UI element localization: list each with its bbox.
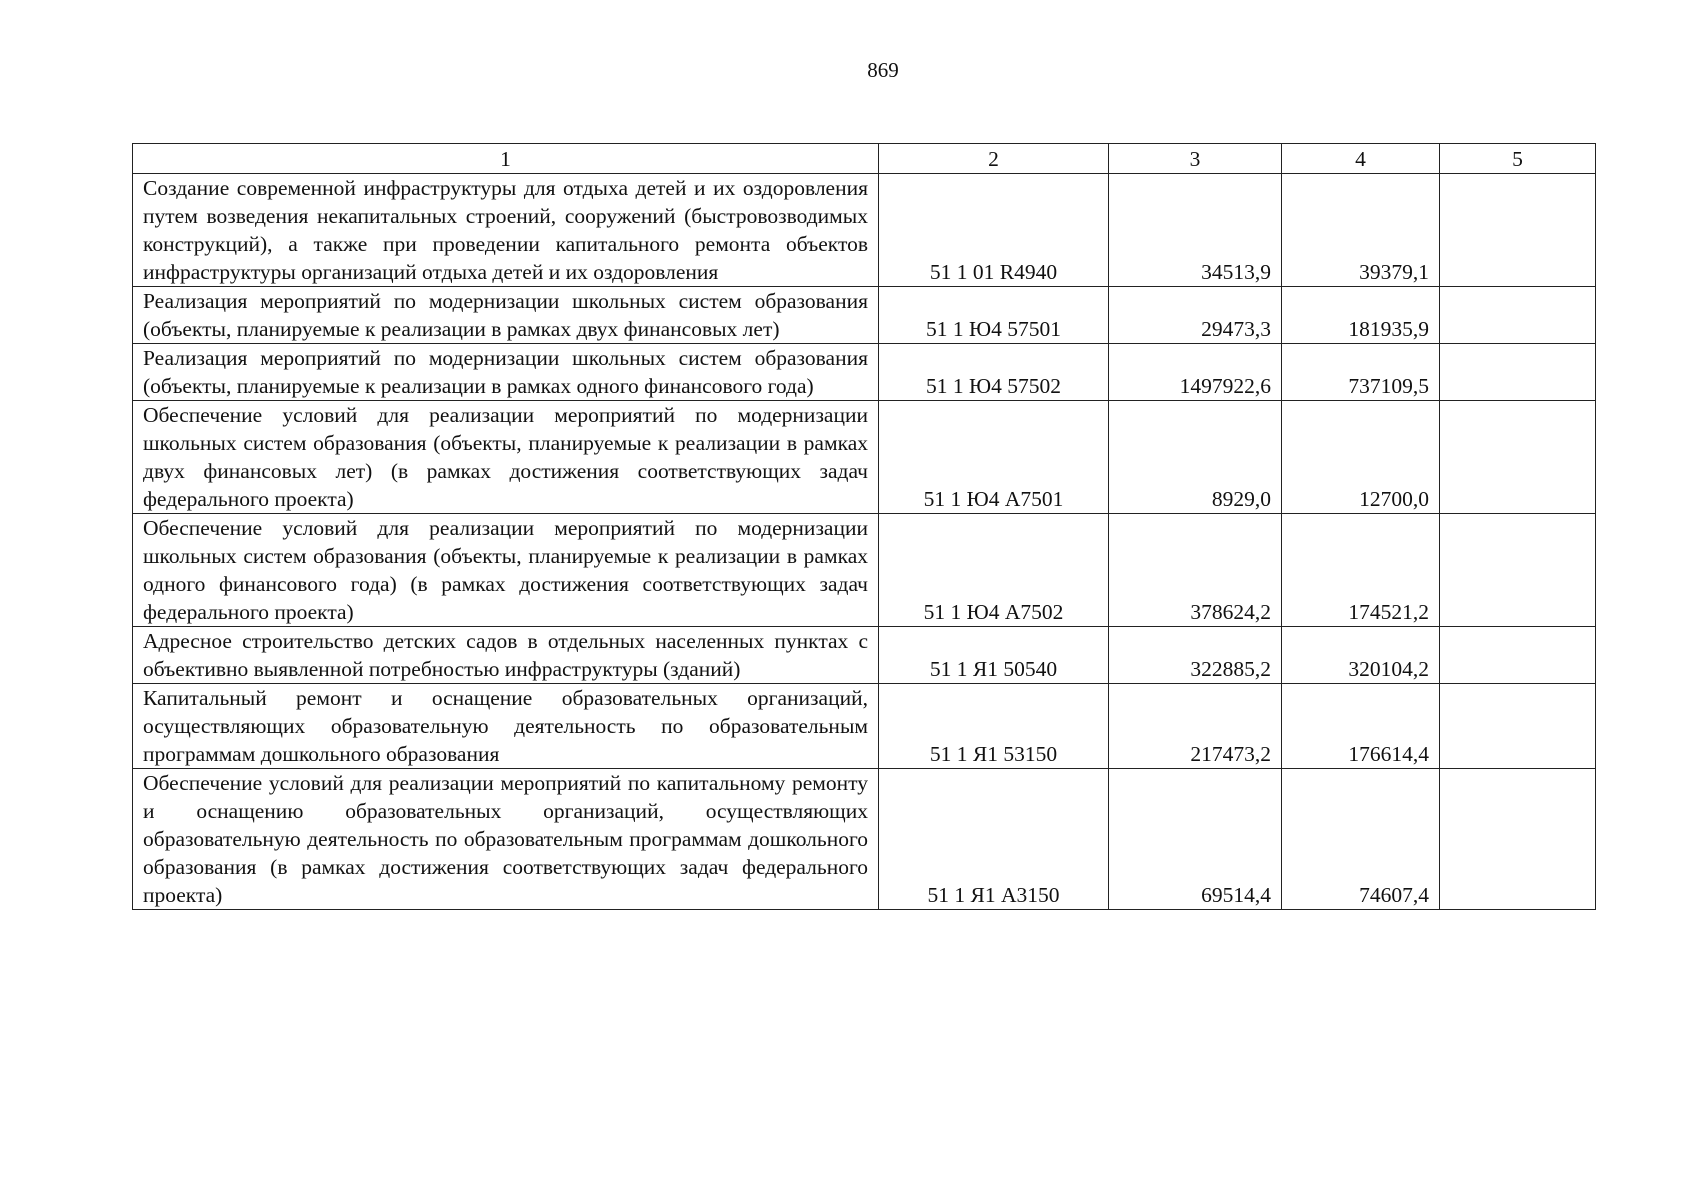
row-value-col5 (1440, 344, 1596, 401)
row-value-col3: 34513,9 (1109, 174, 1282, 287)
row-code: 51 1 Ю4 А7502 (879, 514, 1109, 627)
table-row (133, 627, 1596, 684)
table-row (133, 514, 1596, 627)
row-code: 51 1 Ю4 57502 (879, 344, 1109, 401)
row-value-col3: 69514,4 (1109, 769, 1282, 910)
row-name: Реализация мероприятий по модернизации школьных систем образования (объекты, планируемые к реализации в рамках одного финансового года) (133, 344, 879, 401)
row-value-col4: 12700,0 (1282, 401, 1440, 514)
row-value-col5 (1440, 287, 1596, 344)
row-value-col3: 378624,2 (1109, 514, 1282, 627)
column-header-2: 2 (879, 144, 1109, 174)
table-row (133, 401, 1596, 514)
row-name: Капитальный ремонт и оснащение образовательных организаций, осуществляющих образовательную деятельность по образовательным программам дошкольного образования (133, 684, 879, 769)
row-name: Обеспечение условий для реализации мероприятий по модернизации школьных систем образования (объекты, планируемые к реализации в рамках одного финансового года) (в рамках достижения соответствующих задач федерального проекта) (133, 514, 879, 627)
column-header-5: 5 (1440, 144, 1596, 174)
row-name: Адресное строительство детских садов в отдельных населенных пунктах с объективно выявленной потребностью инфраструктуры (зданий) (133, 627, 879, 684)
table-header (133, 144, 1596, 174)
row-value-col3: 8929,0 (1109, 401, 1282, 514)
row-value-col5 (1440, 684, 1596, 769)
table-row (133, 684, 1596, 769)
row-value-col5 (1440, 174, 1596, 287)
row-code: 51 1 Я1 А3150 (879, 769, 1109, 910)
row-value-col4: 737109,5 (1282, 344, 1440, 401)
row-value-col4: 320104,2 (1282, 627, 1440, 684)
table-row (133, 344, 1596, 401)
column-header-3: 3 (1109, 144, 1282, 174)
row-value-col3: 217473,2 (1109, 684, 1282, 769)
row-value-col4: 74607,4 (1282, 769, 1440, 910)
row-name: Реализация мероприятий по модернизации школьных систем образования (объекты, планируемые к реализации в рамках двух финансовых лет) (133, 287, 879, 344)
row-name: Обеспечение условий для реализации мероприятий по капитальному ремонту и оснащению образовательных организаций, осуществляющих образовательную деятельность по образовательным программам дошкольного образования (в рамках достижения соответствующих задач федерального проекта) (133, 769, 879, 910)
row-code: 51 1 01 R4940 (879, 174, 1109, 287)
table-row (133, 174, 1596, 287)
row-value-col4: 181935,9 (1282, 287, 1440, 344)
row-code: 51 1 Я1 50540 (879, 627, 1109, 684)
row-value-col4: 39379,1 (1282, 174, 1440, 287)
column-header-4: 4 (1282, 144, 1440, 174)
row-value-col3: 29473,3 (1109, 287, 1282, 344)
row-code: 51 1 Я1 53150 (879, 684, 1109, 769)
column-header-1: 1 (133, 144, 879, 174)
table-row (133, 287, 1596, 344)
row-code: 51 1 Ю4 57501 (879, 287, 1109, 344)
row-value-col5 (1440, 627, 1596, 684)
row-value-col4: 174521,2 (1282, 514, 1440, 627)
table-body (133, 174, 1596, 910)
row-value-col5 (1440, 401, 1596, 514)
row-value-col5 (1440, 514, 1596, 627)
row-value-col5 (1440, 769, 1596, 910)
row-value-col4: 176614,4 (1282, 684, 1440, 769)
row-code: 51 1 Ю4 А7501 (879, 401, 1109, 514)
row-value-col3: 322885,2 (1109, 627, 1282, 684)
budget-table (132, 143, 1596, 910)
row-value-col3: 1497922,6 (1109, 344, 1282, 401)
row-name: Создание современной инфраструктуры для отдыха детей и их оздоровления путем возведения некапитальных строений, сооружений (быстровозводимых конструкций), а также при проведении капитального ремонта объектов инфраструктуры организаций отдыха детей и их оздоровления (133, 174, 879, 287)
page-number: 869 (867, 58, 899, 82)
row-name: Обеспечение условий для реализации мероприятий по модернизации школьных систем образования (объекты, планируемые к реализации в рамках двух финансовых лет) (в рамках достижения соответствующих задач федерального проекта) (133, 401, 879, 514)
header-row (133, 144, 1596, 174)
table-row (133, 769, 1596, 910)
